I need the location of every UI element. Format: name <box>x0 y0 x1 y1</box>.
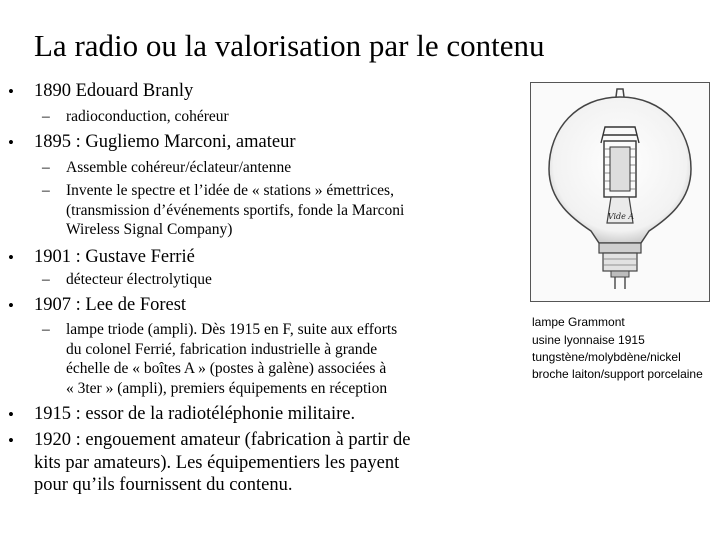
lamp-label: Vide A <box>607 212 635 221</box>
sub-1907-1b: du colonel Ferrié, fabrication industrielle à grande <box>66 341 378 358</box>
bullet-dot: • <box>8 296 14 315</box>
dash: – <box>42 321 50 338</box>
dash: – <box>42 182 50 199</box>
bullet-1920-c: pour qu’ils fournissent du contenu. <box>34 475 293 495</box>
sub-1907-1a: lampe triode (ampli). Dès 1915 en F, suite aux efforts <box>66 321 398 338</box>
bullet-dot: • <box>8 248 14 267</box>
sub-1895-2b: (transmission d’événements sportifs, fonde la Marconi <box>66 202 405 219</box>
sub-1890-1: radioconduction, cohéreur <box>66 108 229 125</box>
dash: – <box>42 271 50 288</box>
lamp-base <box>599 243 641 253</box>
dash: – <box>42 108 50 125</box>
bullet-1907: 1907 : Lee de Forest <box>34 295 187 315</box>
sub-1901-1: détecteur électrolytique <box>66 271 212 288</box>
bullet-1895: 1895 : Gugliemo Marconi, amateur <box>34 132 296 152</box>
dash: – <box>42 159 50 176</box>
sub-1895-2a: Invente le spectre et l’idée de « stations » émettrices, <box>66 182 394 199</box>
sub-1907-1c: échelle de « boîtes A » (postes à galène) associées à <box>66 360 387 377</box>
caption-line-3: tungstène/molybdène/nickel <box>532 350 681 364</box>
bullet-dot: • <box>8 133 14 152</box>
caption-line-1: lampe Grammont <box>532 315 625 329</box>
bullet-1915: 1915 : essor de la radiotéléphonie militaire. <box>34 404 356 424</box>
bullet-dot: • <box>8 405 14 424</box>
bullet-1890: 1890 Edouard Branly <box>34 81 194 101</box>
bullet-1901: 1901 : Gustave Ferrié <box>34 247 195 267</box>
bullet-1920-a: 1920 : engouement amateur (fabrication à partir de <box>34 430 411 450</box>
bullet-1920-b: kits par amateurs). Les équipementiers les payent <box>34 453 400 473</box>
sub-1907-1d: « 3ter » (ampli), premiers équipements en réception <box>66 380 388 397</box>
sub-1895-2c: Wireless Signal Company) <box>66 221 233 238</box>
slide-title: La radio ou la valorisation par le contenu <box>34 28 545 63</box>
sub-1895-1: Assemble cohéreur/éclateur/antenne <box>66 159 292 176</box>
lamp-illustration <box>531 83 709 301</box>
bullet-dot: • <box>8 82 14 101</box>
bullet-dot: • <box>8 431 14 450</box>
caption-line-4: broche laiton/support porcelaine <box>532 367 703 381</box>
caption-line-2: usine lyonnaise 1915 <box>532 333 645 347</box>
lamp-photo <box>530 82 710 302</box>
